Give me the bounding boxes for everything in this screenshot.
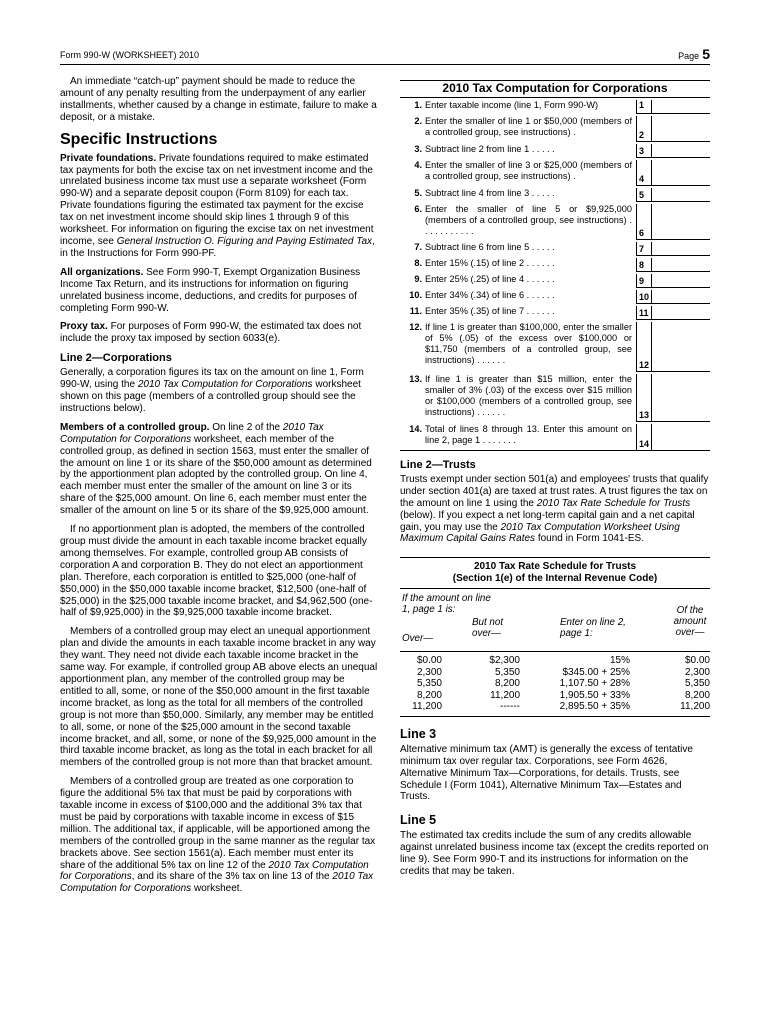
line-number: 6. [414,203,422,214]
line-box-label: 11 [636,306,651,320]
line-description: Subtract line 2 from line 1 . . . . . [425,143,555,154]
schedule-cell: $0.00 [684,655,710,667]
line5-heading: Line 5 [400,813,437,828]
computation-line-4 [400,158,710,186]
line3-paragraph: Alternative minimum tax (AMT) is generally the excess of tentative minimum tax over regular tax. Corporations, see Form 4626, Alternative Minimum Tax—Corporations, for details. Trusts, see Schedule I (Form 1041), Alternative Minimum Tax—Estates and Trusts. [400,743,693,803]
line-box-label: 5 [636,188,651,202]
line-number: 3. [414,143,422,154]
schedule-row [400,655,710,667]
computation-line-12 [400,320,710,372]
unequal-apportionment-paragraph: Members of a controlled group may elect an unequal apportionment plan and divide the amounts in each taxable income bracket in any way they want. They need not divide each taxable income bracket in the same way. For example, if controlled group AB above elects an unequal apportionment plan, any member of the controlled group may be entitled to all, some, or none of the $50,000 amount in the first taxable income bracket, as long as the total for all members of the controlled group is not more than $50,000. Similarly, any member may be entitled to all, some, or none of the $25,000 amount in the second taxable income bracket, and all, some, or none of the $9,925,000 amount in the third taxable income bracket, as long as the total in each bracket for all members of the controlled group is not more than that bracket amount. [60,626,378,769]
computation-line-7 [400,240,710,256]
schedule-cell: 1,107.50 + 28% [559,678,630,690]
computation-line-5 [400,186,710,202]
schedule-cell: $345.00 + 25% [562,666,630,678]
line3-heading: Line 3 [400,726,437,741]
line-number: 7. [414,241,422,252]
line-box-label: 7 [636,242,651,256]
amount-entry-field[interactable] [651,424,710,450]
line-number: 1. [414,99,422,110]
line-description: Enter 25% (.25) of line 4 . . . . . . [425,273,555,284]
tax-computation-worksheet [400,80,710,451]
amount-entry-field[interactable] [651,204,710,240]
computation-line-2 [400,114,710,142]
trust-rate-schedule [400,557,710,717]
line-box-label: 1 [636,100,651,114]
computation-line-11 [400,304,710,320]
line-description: Enter the smaller of line 3 or $25,000 (members of a controlled group, see instructions) . [425,159,632,181]
schedule-cell: 2,300 [684,666,710,678]
computation-line-8 [400,256,710,272]
schedule-cell: 11,200 [680,701,710,713]
amount-entry-field[interactable] [651,160,710,186]
line-description: Enter the smaller of line 5 or $9,925,000 (members of a controlled group, see instructions) . . . . . . . . . . . [425,203,632,236]
catch-up-paragraph: An immediate “catch-up” payment should be made to reduce the amount of any penalty resulting from the underpayment of any earlier installments, whether caused by a change in estimate, failure to make a deposit, or a mistake. [60,76,377,123]
one-corporation-paragraph: Members of a controlled group are treated as one corporation to figure the additional 5% tax that must be paid by corporations with taxable income in excess of $100,000 and the additional 3% tax that must be paid by corporations with taxable income in excess of $15 million. The additional tax, if applicable, will be apportioned among the members of the controlled group in the same manner as the regular tax brackets above. See section 1561(a). Each member must enter its share of the additional 5% tax on line 12 of the 2010 Tax Computation for Corporations, and its share of the 3% tax on line 13 of the 2010 Tax Computation for Corporations worksheet. [60,776,376,895]
line-description: If line 1 is greater than $100,000, enter the smaller of 5% (.05) of the excess over $100,000 or $11,750 (members of a controlled group, see instructions) . . . . . . [425,321,632,365]
amount-entry-field[interactable] [651,188,710,202]
schedule-cell: 5,350 [416,678,442,690]
schedule-cell: 2,300 [416,666,442,678]
schedule-head-over: Over— [402,633,434,645]
corporations-paragraph: Generally, a corporation figures its tax on the amount on line 1, Form 990-W, using the 2010 Tax Computation for Corporations worksheet shown on this page (members of a controlled group should see the instructions below). [60,367,364,414]
trust-rate-schedule-title: 2010 Tax Rate Schedule for Trusts (Section 1(e) of the Internal Revenue Code) [400,558,710,589]
line-description: Total of lines 8 through 13. Enter this amount on line 2, page 1 . . . . . . . [425,423,632,445]
schedule-cell: 2,895.50 + 35% [559,701,630,713]
trusts-paragraph: Trusts exempt under section 501(a) and employees' trusts that qualify under section 401(a) are taxed at trust rates. A trust figures the tax on the amount on line 1 using the 2010 Tax Rate Schedule for Trusts (below). If you expect a net long-term capital gain and a net capital gain, you may use the 2010 Tax Computation Worksheet Using Maximum Capital Gains Rates found in Form 1041-ES. [400,473,709,545]
computation-line-6 [400,202,710,240]
schedule-cell: 11,200 [412,701,442,713]
proxy-tax-paragraph: Proxy tax. For purposes of Form 990-W, the estimated tax does not include the proxy tax imposed by section 6033(e). [60,321,362,345]
schedule-cell: 15% [609,655,630,667]
schedule-table [400,655,710,713]
line-description: Enter 35% (.35) of line 7 . . . . . . [425,305,555,316]
controlled-group-title: Members of a controlled group. [60,421,210,433]
line-box-label: 8 [636,258,651,272]
amount-entry-field[interactable] [651,274,710,288]
tax-computation-rows [400,98,710,450]
line-number: 11. [409,305,422,316]
line5-paragraph: The estimated tax credits include the sum of any credits allowable against unrelated business income tax (except the credits reported on line 9). See Form 990-T and its instructions for information on the credits that may be taken. [400,830,709,878]
line-box-label: 2 [636,116,651,142]
computation-line-14 [400,422,710,450]
computation-line-13 [400,372,710,422]
amount-entry-field[interactable] [651,144,710,158]
specific-instructions-heading: Specific Instructions [60,130,218,148]
private-foundations-paragraph: Private foundations. Private foundations required to make estimated tax payments for both the excise tax on net investment income and the unrelated business income tax must use a separate worksheet (Form 990-W) and a separate deposit coupon (Form 8109) for each tax. Private foundations figuring the estimated tax payment for the excise tax on net investment income should skip lines 1 through 9 of this worksheet. For information on figuring the excise tax on net investment income, see General Instruction O. Figuring and Paying Estimated Tax, in the Instructions for Form 990-PF. [60,152,375,259]
page-header [60,44,710,65]
all-organizations-title: All organizations. [60,266,144,278]
computation-line-10 [400,288,710,304]
page-label: Page [678,51,700,61]
schedule-cell: 5,350 [494,666,520,678]
schedule-cell: ------ [500,701,520,713]
schedule-cell: 8,200 [494,678,520,690]
line-box-label: 9 [636,274,651,288]
line2-trusts-heading: Line 2—Trusts [400,458,476,471]
line-box-label: 12 [636,322,651,372]
computation-line-1 [400,98,710,114]
line-number: 2. [414,115,422,126]
line-description: Subtract line 6 from line 5 . . . . . [425,241,555,252]
schedule-cell: 11,200 [490,689,520,701]
line-box-label: 13 [636,374,651,422]
schedule-cell: 5,350 [684,678,710,690]
private-foundations-title: Private foundations. [60,152,157,164]
controlled-group-paragraph: Members of a controlled group. On line 2 of the 2010 Tax Computation for Corporations worksheet, each member of the controlled group, as defined in section 1563, must enter the smaller of the amount on line 1 or its share of the $50,000 amount as determined by the apportionment plan adopted by the controlled group. On line 4, each member must enter the smaller of the amount on line 3 or its share of the $25,000 amount. On line 6, each member must enter the smaller of the amount on line 5 or its share of the $9,925,000 amount. [60,421,372,517]
line-box-label: 4 [636,160,651,186]
schedule-row [400,678,710,690]
amount-entry-field[interactable] [651,322,710,372]
line-number: 5. [414,187,422,198]
amount-entry-field[interactable] [651,258,710,272]
amount-entry-field[interactable] [651,100,710,114]
schedule-cell: 1,905.50 + 33% [559,689,630,701]
amount-entry-field[interactable] [651,290,710,304]
schedule-cell: $0.00 [416,655,442,667]
line-box-label: 10 [636,290,651,304]
line-number: 4. [414,159,422,170]
computation-line-3 [400,142,710,158]
line-number: 14. [409,423,422,434]
left-column [60,76,378,902]
schedule-head-but-not-over: But not over— [472,617,504,640]
line-description: Subtract line 4 from line 3 . . . . . [425,187,555,198]
line-number: 12. [409,321,422,332]
schedule-cell: $2,300 [489,655,520,667]
page-number-value: 5 [702,46,710,62]
line-description: Enter taxable income (line 1, Form 990-W) [425,99,599,110]
amount-entry-field[interactable] [651,374,710,422]
line-description: Enter 34% (.34) of line 6 . . . . . . [425,289,555,300]
form-name: Form 990-W (WORKSHEET) 2010 [60,50,200,60]
line-box-label: 14 [636,424,651,450]
all-organizations-paragraph: All organizations. See Form 990-T, Exempt Organization Business Income Tax Return, and its instructions for information on figuring unrelated business income, deductions, and credits for purposes of completing Form 990-W. [60,266,361,314]
schedule-column-headers [400,589,710,652]
computation-line-9 [400,272,710,288]
amount-entry-field[interactable] [651,242,710,256]
tax-computation-title: 2010 Tax Computation for Corporations [400,81,710,98]
schedule-cell: 8,200 [416,689,442,701]
line-number: 10. [409,289,422,300]
right-column [400,80,710,885]
line-number: 13. [409,373,422,384]
line2-corporations-heading: Line 2—Corporations [60,352,172,365]
schedule-row [400,690,710,702]
page-number [678,46,710,62]
schedule-if-amount: If the amount on line 1, page 1 is: [402,593,491,616]
line-number: 8. [414,257,422,268]
schedule-cell: 8,200 [684,689,710,701]
amount-entry-field[interactable] [651,306,710,320]
line-description: Enter the smaller of line 1 or $50,000 (members of a controlled group, see instructions) . [425,115,632,137]
schedule-head-enter-on: Enter on line 2, page 1: [560,617,626,640]
line-number: 9. [414,273,422,284]
proxy-tax-title: Proxy tax. [60,321,108,333]
line-box-label: 3 [636,144,651,158]
line-description: Enter 15% (.15) of line 2 . . . . . . [425,257,555,268]
line-box-label: 6 [636,204,651,240]
schedule-row [400,701,710,713]
amount-entry-field[interactable] [651,116,710,142]
schedule-row [400,667,710,679]
line-description: If line 1 is greater than $15 million, enter the smaller of 3% (.03) of the excess over $15 million or $100,000 (members of a controlled group, see instructions) . . . . . . [425,373,632,417]
no-apportionment-paragraph: If no apportionment plan is adopted, the members of the controlled group must divide the amount in each taxable income bracket equally among themselves. For example, controlled group AB consists of corporation A and corporation B. They do not elect an apportionment plan. Therefore, each corporation is entitled to $25,000 (one-half of $50,000) in the $50,000 taxable income bracket, $12,500 (one-half of $25,000) in the $25,000 taxable income bracket, and $4,962,500 (one-half of $9,925,000) in the $9,925,000 taxable income bracket. [60,524,373,619]
schedule-head-of-the-amount: Of the amount over— [673,605,707,639]
